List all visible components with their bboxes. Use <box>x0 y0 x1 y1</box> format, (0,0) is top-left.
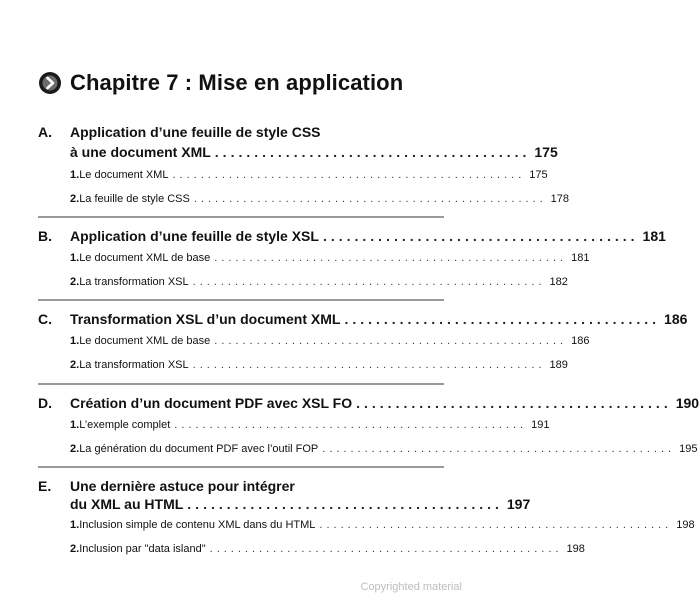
item-number: 1. <box>70 335 80 347</box>
dot-leader: ........................................ <box>356 395 672 411</box>
item-number: 2. <box>70 359 80 371</box>
dot-leader: .................................................. <box>174 419 528 431</box>
section-title: Application d’une feuille de style XSL <box>70 228 319 244</box>
item-page-number: 175 <box>529 169 548 181</box>
section-title: à une document XML <box>70 144 211 160</box>
section-divider <box>38 383 444 385</box>
item-label: Inclusion simple de contenu XML dans du HTML <box>79 519 316 531</box>
section-title-line[interactable] <box>70 228 666 244</box>
item-label: Inclusion par "data island" <box>79 543 206 555</box>
item-page-number: 198 <box>566 543 585 555</box>
section-page-number: 186 <box>664 311 688 327</box>
toc-section-c <box>38 311 688 381</box>
toc-item[interactable] <box>70 335 590 347</box>
section-page-number: 175 <box>534 144 558 160</box>
toc-item[interactable] <box>70 543 585 555</box>
toc-item[interactable] <box>70 359 568 371</box>
item-number: 2. <box>70 276 80 288</box>
item-label: La transformation XSL <box>79 359 189 371</box>
section-title: Transformation XSL d’un document XML <box>70 311 341 327</box>
section-letter: E. <box>38 478 52 494</box>
toc-section-a <box>38 124 570 214</box>
item-label: Le document XML de base <box>79 335 211 347</box>
toc-item[interactable] <box>70 443 698 455</box>
item-page-number: 191 <box>531 419 550 431</box>
dot-leader: .................................................. <box>192 276 546 288</box>
dot-leader: ........................................ <box>322 228 639 244</box>
section-divider <box>38 216 444 218</box>
item-label: Le document XML <box>79 169 169 181</box>
item-label: La feuille de style CSS <box>79 193 190 205</box>
chapter-title: Chapitre 7 : Mise en application <box>70 70 404 95</box>
item-number: 2. <box>70 443 80 455</box>
section-letter: C. <box>38 311 52 327</box>
section-title-line[interactable] <box>70 311 688 327</box>
section-page-number: 197 <box>506 496 531 512</box>
item-page-number: 181 <box>571 252 590 264</box>
dot-leader: .................................................. <box>192 359 546 371</box>
item-number: 1. <box>70 419 80 431</box>
toc-item[interactable] <box>70 519 695 531</box>
dot-leader: ........................................ <box>214 144 531 160</box>
section-letter: B. <box>38 228 52 244</box>
section-letter: D. <box>38 395 52 411</box>
item-label: La transformation XSL <box>79 276 189 288</box>
dot-leader: .................................................. <box>319 519 673 531</box>
dot-leader: .................................................. <box>209 543 563 555</box>
dot-leader: .................................................. <box>172 169 526 181</box>
section-title-line[interactable] <box>70 496 531 512</box>
item-page-number: 186 <box>571 335 590 347</box>
toc-section-d <box>38 395 699 465</box>
copyright-watermark: Copyrighted material <box>360 581 462 593</box>
toc-item[interactable] <box>70 252 590 264</box>
section-title: Une dernière astuce pour intégrer <box>70 478 295 494</box>
section-title: du XML au HTML <box>70 496 184 512</box>
section-page-number: 190 <box>675 395 699 411</box>
dot-leader: .................................................. <box>193 193 547 205</box>
item-number: 1. <box>70 252 80 264</box>
dot-leader: .................................................. <box>214 252 568 264</box>
item-label: L’exemple complet <box>79 419 171 431</box>
item-page-number: 178 <box>550 193 570 205</box>
dot-leader: .................................................. <box>214 335 568 347</box>
item-number: 1. <box>70 169 80 181</box>
item-label: La génération du document PDF avec l’outil FOP <box>79 443 319 455</box>
dot-leader: .................................................. <box>322 443 676 455</box>
item-number: 2. <box>70 543 80 555</box>
toc-section-b <box>38 228 666 298</box>
section-title-line[interactable] <box>70 144 558 160</box>
toc-item[interactable] <box>70 276 568 288</box>
dot-leader: ........................................ <box>344 311 661 327</box>
item-label: Le document XML de base <box>79 252 211 264</box>
item-number: 2. <box>70 193 80 205</box>
section-title-line[interactable] <box>70 124 444 140</box>
section-letter: A. <box>38 124 52 140</box>
item-page-number: 189 <box>549 359 568 371</box>
section-title-line[interactable] <box>70 478 444 494</box>
toc-item[interactable] <box>70 169 548 181</box>
item-page-number: 198 <box>676 519 695 531</box>
item-page-number: 195 <box>679 443 698 455</box>
section-divider <box>38 299 444 301</box>
item-page-number: 182 <box>549 276 568 288</box>
toc-item[interactable] <box>70 193 570 205</box>
item-number: 1. <box>70 519 80 531</box>
section-title: Création d’un document PDF avec XSL FO <box>70 395 353 411</box>
toc-item[interactable] <box>70 419 550 431</box>
section-title: Application d’une feuille de style CSS <box>70 124 321 140</box>
section-page-number: 181 <box>642 228 666 244</box>
dot-leader: ........................................ <box>187 496 503 512</box>
section-divider <box>38 466 444 468</box>
circled-chevron-right-icon <box>38 71 62 95</box>
chapter-heading <box>38 70 403 96</box>
section-title-line[interactable] <box>70 395 699 411</box>
toc-section-e <box>38 478 695 568</box>
